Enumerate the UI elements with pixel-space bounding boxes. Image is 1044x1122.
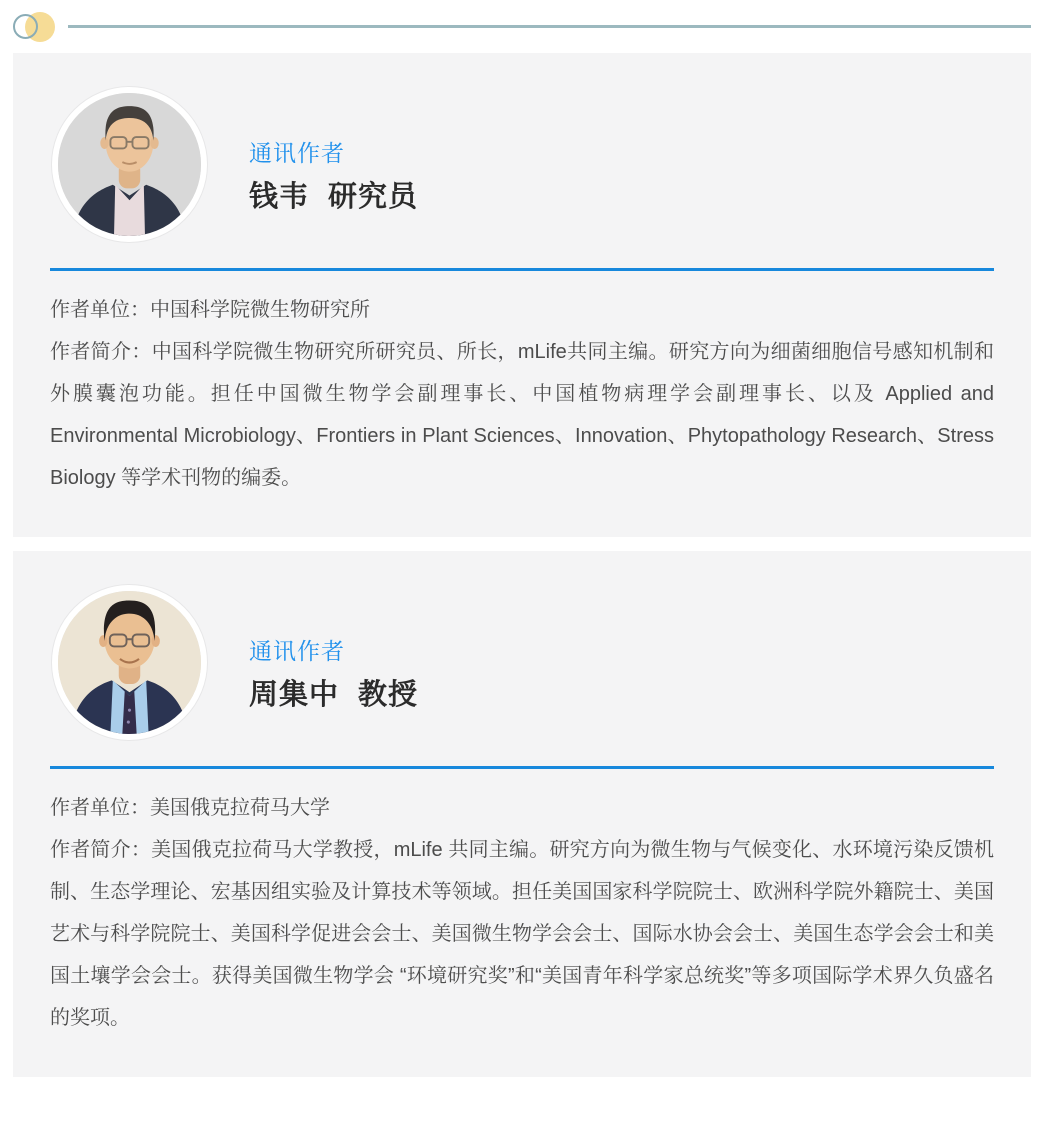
affiliation-label: 作者单位：	[50, 797, 150, 819]
corresponding-author-badge: 通讯作者	[249, 638, 345, 664]
affiliation-line	[50, 787, 994, 829]
author-details	[50, 289, 994, 499]
affiliation-value: 中国科学院微生物研究所	[150, 299, 370, 321]
corresponding-author-badge: 通讯作者	[249, 140, 345, 166]
author-photo	[52, 87, 207, 242]
bio-line	[50, 829, 994, 1039]
author-card-qian-wei	[13, 53, 1031, 537]
author-name-row	[249, 676, 418, 714]
author-heading	[249, 585, 418, 714]
profile-header	[50, 87, 994, 242]
bio-value: 美国俄克拉荷马大学教授，mLife 共同主编。研究方向为微生物与气候变化、水环境污染反馈机制、生态学理论、宏基因组实验及计算技术等领域。担任美国国家科学院院士、欧洲科学院外籍院士、美国艺术与科学院院士、美国科学促进会会士、美国微生物学会会士、国际水协会会士、美国生态学会会士和美国土壤学会会士。获得美国微生物学会 “环境研究奖”和“美国青年科学家总统奖”等多项国际学术界久负盛名的奖项。	[50, 839, 995, 1029]
author-title: 教授	[358, 679, 419, 711]
author-name: 周集中	[249, 679, 340, 711]
author-name-row	[249, 178, 418, 216]
portrait-illustration	[58, 93, 201, 236]
logo-ring-circle	[13, 14, 38, 39]
author-name: 钱韦	[249, 181, 310, 213]
affiliation-label: 作者单位：	[50, 299, 150, 321]
header-divider-line	[68, 25, 1031, 28]
card-divider-line	[50, 766, 994, 769]
bio-label: 作者简介：	[50, 341, 152, 363]
affiliation-value: 美国俄克拉荷马大学	[150, 797, 330, 819]
journal-logo-icon	[12, 12, 58, 44]
card-divider-line	[50, 268, 994, 271]
profile-header	[50, 585, 994, 740]
bio-line	[50, 331, 994, 499]
bio-label: 作者简介：	[50, 839, 152, 861]
author-title: 研究员	[328, 181, 419, 213]
author-card-zhou-jizhong	[13, 551, 1031, 1077]
page-header	[0, 0, 1044, 53]
author-photo	[52, 585, 207, 740]
bio-value: 中国科学院微生物研究所研究员、所长，mLife共同主编。研究方向为细菌细胞信号感知机制和外膜囊泡功能。担任中国微生物学会副理事长、中国植物病理学会副理事长、以及 Applied and Environmental Microbiology、Frontiers in Plant Sciences、Innovation、Phytopathology Research、Stress Biology 等学术刊物的编委。	[50, 341, 995, 489]
portrait-illustration	[58, 591, 201, 734]
author-details	[50, 787, 994, 1039]
affiliation-line	[50, 289, 994, 331]
author-heading	[249, 87, 418, 216]
